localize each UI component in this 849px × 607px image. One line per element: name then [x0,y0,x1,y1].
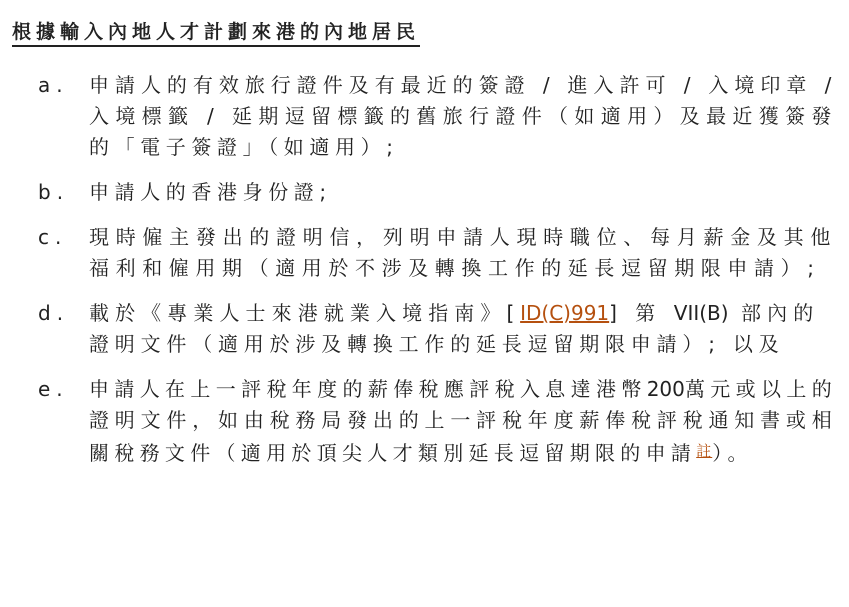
list-item-b [0,177,849,208]
section-heading: 根據輸入內地人才計劃來港的內地居民 [12,20,420,47]
document-list [0,70,849,483]
list-marker: b. [38,180,70,204]
text-segment: 部內的證明文件（適用於涉及轉換工作的延長逗留期限申請）; 以及 [89,301,820,356]
list-item-text [89,298,819,360]
list-marker: c. [38,225,68,249]
list-item-c [0,222,849,284]
text-segment: ）。 [712,441,753,465]
list-item-text: 申請人的有效旅行證件及有最近的簽證 / 進入許可 / 入境印章 / 入境標籤 / 延期逗留標籤的舊旅行證件（如適用）及最近獲簽發的「電子簽證」（如適用）; [89,73,837,159]
list-item-d [0,298,849,360]
list-item-text: 申請人的香港身份證; [89,180,332,204]
section-number: VII(B) [673,301,729,325]
footnote-link[interactable]: 註 [696,442,713,460]
list-item-a [0,70,849,163]
list-marker: a. [38,73,69,97]
text-segment: 萬元或以上的證明文件，如由稅務局發出的上一評稅年度薪俸稅評稅通知書或相關稅務文件（適用於頂尖人才類別延長逗留期限的申請 [89,377,837,465]
list-marker: e. [38,377,69,401]
text-segment: ] 第 [609,301,674,325]
text-segment: 申請人在上一評稅年度的薪俸稅應評稅入息達港幣 [89,377,647,401]
list-item-text: 現時僱主發出的證明信，列明申請人現時職位、每月薪金及其他福利和僱用期（適用於不涉及轉換工作的延長逗留期限申請）; [89,225,837,280]
text-segment: 載於《專業人士來港就業入境指南》[ [89,301,521,325]
list-item-text [89,374,837,469]
list-marker: d. [38,301,70,325]
amount-value: 200 [646,377,685,401]
list-item-e [0,374,849,469]
guide-reference-link[interactable]: ID(C)991 [520,301,610,325]
